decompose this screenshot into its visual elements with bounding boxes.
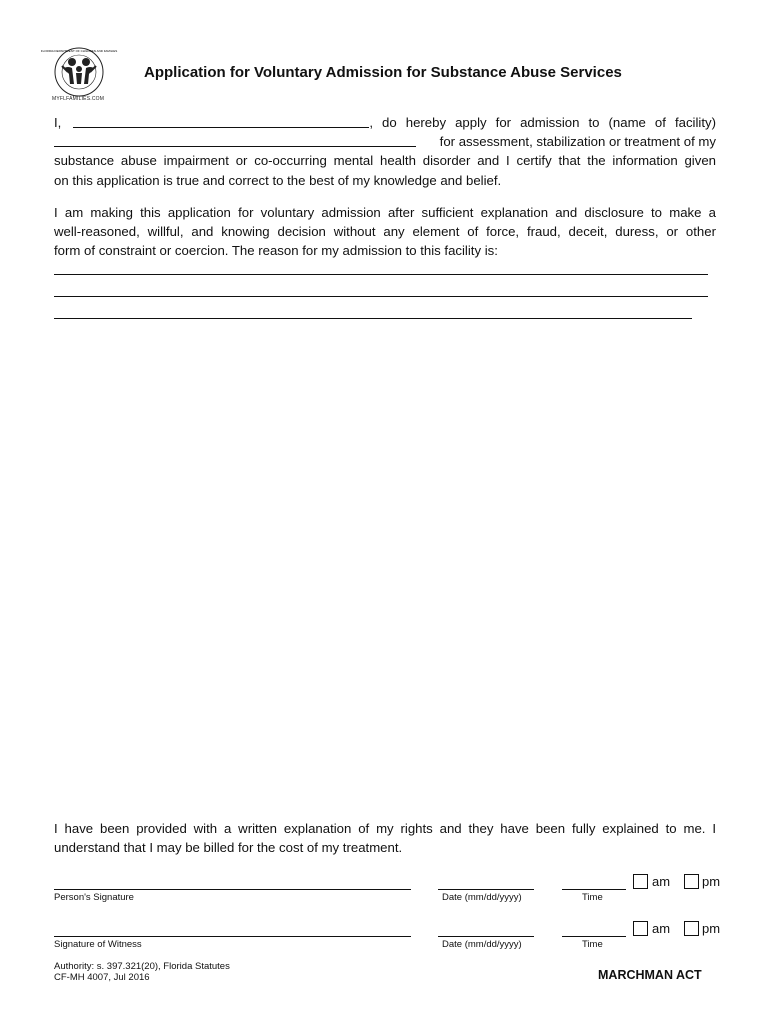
- reason-line-1[interactable]: [54, 274, 708, 275]
- rights-line-2: understand that I may be billed for the cost of my treatment.: [54, 840, 403, 856]
- witness-time-line[interactable]: [562, 936, 626, 937]
- person-time-line[interactable]: [562, 889, 626, 890]
- person-am-checkbox[interactable]: [633, 874, 648, 889]
- person-date-line[interactable]: [438, 889, 534, 890]
- person-am-label: am: [652, 874, 671, 889]
- rights-line-1: I have been provided with a written explanation of my rights and they have been fully explained to me. I: [54, 821, 716, 836]
- applicant-name-field[interactable]: [73, 113, 369, 128]
- witness-am-checkbox[interactable]: [633, 921, 648, 936]
- person-time-label: Time: [582, 892, 603, 903]
- form-title: Application for Voluntary Admission for Substance Abuse Services: [144, 64, 622, 81]
- witness-date-label: Date (mm/dd/yyyy): [442, 939, 522, 950]
- form-id: CF-MH 4007, Jul 2016: [54, 972, 150, 983]
- logo-ring-text: FLORIDA DEPARTMENT OF CHILDREN AND FAMILIES: [40, 49, 118, 53]
- rights-paragraph: [54, 819, 716, 857]
- voluntary-line-3: form of constraint or coercion. The reason for my admission to this facility is:: [54, 243, 498, 259]
- authority-text: Authority: s. 397.321(20), Florida Statutes: [54, 961, 230, 972]
- reason-line-3[interactable]: [54, 318, 692, 319]
- witness-signature-line[interactable]: [54, 936, 411, 937]
- witness-am-label: am: [652, 921, 671, 936]
- certify-line: substance abuse impairment or co-occurring mental health disorder and I certify that the information given: [54, 153, 716, 169]
- person-date-label: Date (mm/dd/yyyy): [442, 892, 522, 903]
- marchman-act-label: MARCHMAN ACT: [598, 968, 702, 982]
- person-pm-label: pm: [702, 874, 721, 889]
- footer-info: [54, 961, 230, 983]
- facility-name-field[interactable]: [54, 132, 416, 147]
- witness-signature-label: Signature of Witness: [54, 939, 142, 950]
- witness-pm-checkbox[interactable]: [684, 921, 699, 936]
- person-signature-label: Person's Signature: [54, 892, 134, 903]
- logo-url: MYFLFAMILIES.COM: [52, 96, 105, 102]
- person-pm-checkbox[interactable]: [684, 874, 699, 889]
- person-signature-line[interactable]: [54, 889, 411, 890]
- treatment-text: for assessment, stabilization or treatment of my: [439, 134, 716, 150]
- facility-prompt: , do hereby apply for admission to (name of facility): [369, 115, 716, 130]
- reason-line-2[interactable]: [54, 296, 708, 297]
- voluntary-line-2: well-reasoned, willful, and knowing decision without any element of force, fraud, deceit, duress, or other: [54, 224, 716, 240]
- certify-line-end: on this application is true and correct to the best of my knowledge and belief.: [54, 172, 502, 188]
- applicant-prefix: I,: [54, 115, 62, 130]
- application-paragraph: [54, 113, 716, 190]
- witness-pm-label: pm: [702, 921, 721, 936]
- voluntary-paragraph: [54, 203, 716, 261]
- witness-time-label: Time: [582, 939, 603, 950]
- voluntary-line-1: I am making this application for voluntary admission after sufficient explanation and disclosure to make a: [54, 205, 716, 220]
- witness-date-line[interactable]: [438, 936, 534, 937]
